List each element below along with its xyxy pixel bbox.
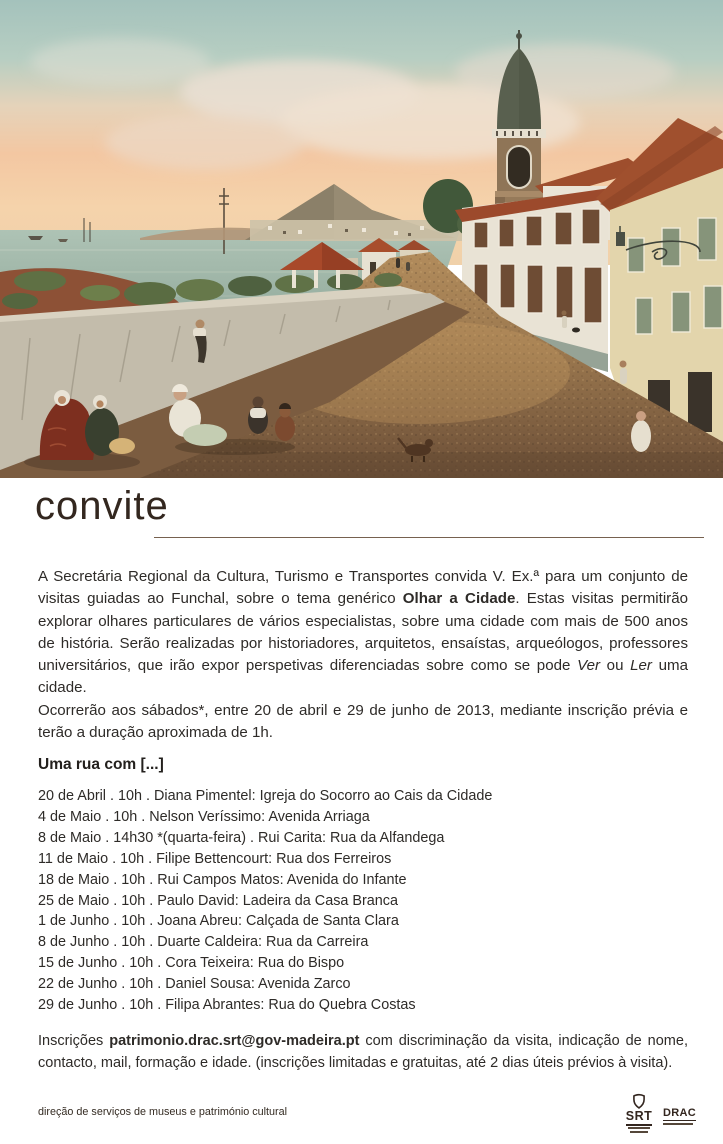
schedule-item: 1 de Junho . 10h . Joana Abreu: Calçada de Santa Clara <box>38 913 399 930</box>
schedule-item: 4 de Maio . 10h . Nelson Veríssimo: Avenida Arriaga <box>38 808 370 825</box>
schedule-item: 11 de Maio . 10h . Filipe Bettencourt: Rua dos Ferreiros <box>38 850 392 867</box>
theme-name: Olhar a Cidade <box>402 590 516 608</box>
page-title: convite <box>35 484 169 528</box>
postcard-illustration <box>0 0 723 478</box>
schedule-item: 20 de Abril . 10h . Diana Pimentel: Igreja do Socorro ao Cais da Cidade <box>38 788 493 804</box>
inscriptions-text: Inscrições <box>38 1033 110 1049</box>
intro-paragraph <box>38 566 688 700</box>
schedule-item: 15 de Junho . 10h . Cora Teixeira: Rua do Bispo <box>38 955 345 972</box>
postcard-image <box>0 0 723 478</box>
intro-text: A Secretária Regional da Cultura, Turismo e Transportes convida V. Ex.ª para um conjunto de visitas guiadas ao Funchal, sobre o tema genérico <box>38 568 688 608</box>
intro-text: . Estas visitas permitirão explorar olhares particulares de vários especialistas, sobre uma cidade com mais de 500 anos de história. Serão realizadas por historiadores, arquitetos, ensaístas, arqueólogos, professores universitários, que irão expor perspetivas diferenciadas sobre como se pode <box>38 590 688 674</box>
footer-department: direção de serviços de museus e património cultural <box>38 1106 288 1118</box>
schedule-item: 22 de Junho . 10h . Daniel Sousa: Avenida Zarco <box>38 976 351 993</box>
srt-sublabel-bar <box>630 1131 648 1133</box>
schedule-item: 8 de Junho . 10h . Duarte Caldeira: Rua da Carreira <box>38 934 369 951</box>
schedule-item: 18 de Maio . 10h . Rui Campos Matos: Avenida do Infante <box>38 871 407 888</box>
intro-italic-ver: Ver <box>577 657 600 674</box>
inscriptions-paragraph <box>38 1031 688 1075</box>
srt-label: SRT <box>626 1110 653 1126</box>
drac-label: DRAC <box>663 1107 696 1119</box>
title-rule <box>154 537 704 538</box>
srt-sublabel-bar <box>628 1127 650 1129</box>
drac-logo <box>663 1108 699 1125</box>
intro-text: ou <box>600 657 631 674</box>
schedule-item: 29 de Junho . 10h . Filipa Abrantes: Rua do Quebra Costas <box>38 997 416 1014</box>
footer-logos <box>624 1093 699 1133</box>
email-address: patrimonio.drac.srt@gov-madeira.pt <box>109 1033 360 1049</box>
drac-sublabel-bar <box>663 1123 693 1125</box>
schedule-item: 8 de Maio . 14h30 *(quarta-feira) . Rui Carita: Rua da Alfandega <box>38 829 445 846</box>
intro-text: uma cidade. <box>38 657 688 697</box>
inscriptions-text: com discriminação da visita, indicação de nome, contacto, mail, formação e idade. (inscrições limitadas e gratuitas, até 2 dias úteis prévios à visita). <box>38 1033 688 1071</box>
section-heading: Uma rua com [...] <box>38 756 164 773</box>
dates-paragraph: Ocorrerão aos sábados*, entre 20 de abril e 29 de junho de 2013, mediante inscrição prévia e terão a duração aproximada de 1h. <box>38 701 688 741</box>
intro-italic-ler: Ler <box>630 657 652 674</box>
schedule-list <box>38 786 492 1016</box>
schedule-item: 25 de Maio . 10h . Paulo David: Ladeira da Casa Branca <box>38 892 398 909</box>
intro-block <box>38 566 688 744</box>
srt-logo <box>624 1093 654 1133</box>
srt-shield-icon <box>631 1093 647 1109</box>
